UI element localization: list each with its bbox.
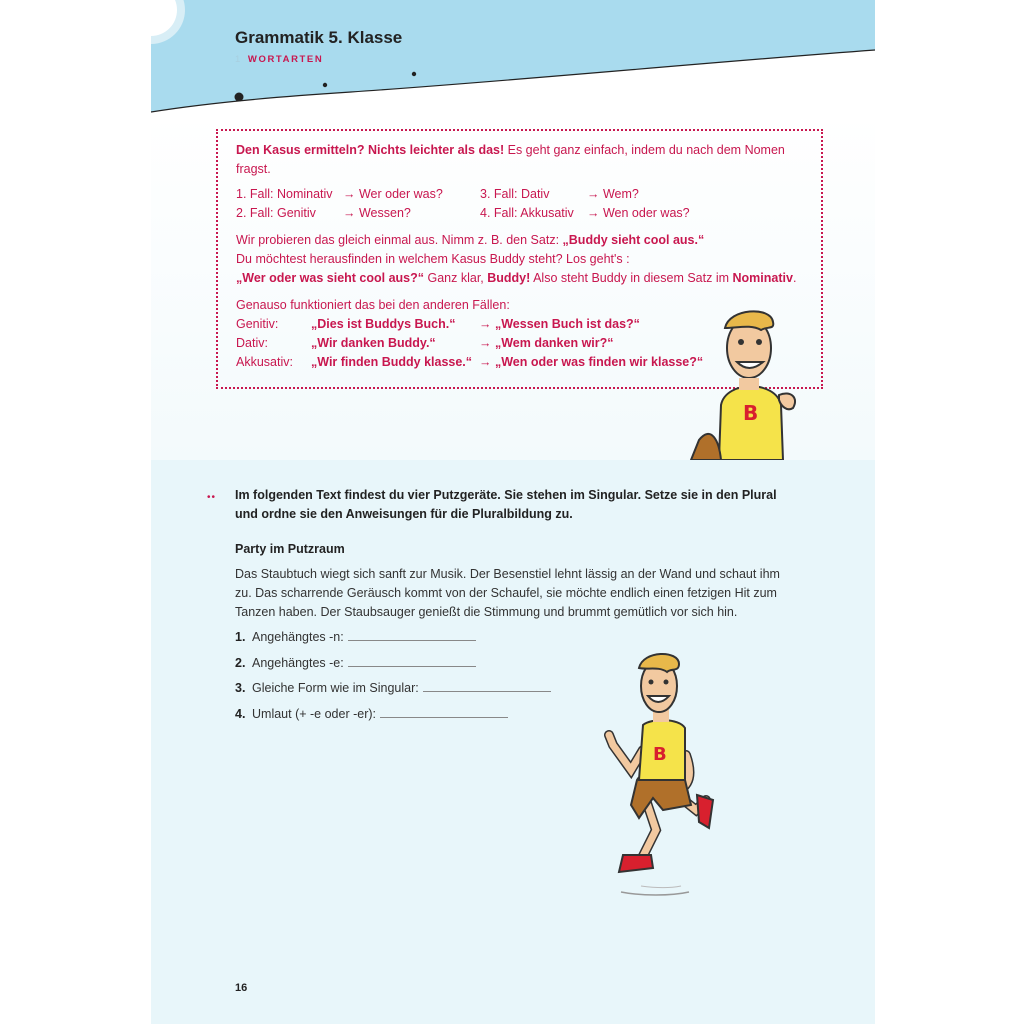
workbook-page xyxy=(151,0,875,1024)
case-name: 1. Fall: Nominativ xyxy=(236,187,333,201)
case-question: → Wessen? xyxy=(343,206,411,220)
example-case-name: Genitiv: xyxy=(236,317,279,331)
exercise-instruction: Im folgenden Text findest du vier Putzgeräte. Sie stehen im Singular. Setze sie in den Plural und ordne sie den Anweisungen für die Pluralbildung zu. xyxy=(235,488,777,521)
example-case-sentence: „Wir finden Buddy klasse.“ xyxy=(311,355,473,369)
info-intro-rest: Es geht ganz einfach, indem du nach dem Nomen fragst. xyxy=(236,143,785,176)
difficulty-dots: •• xyxy=(207,492,217,503)
example-case-sentence: „Wir danken Buddy.“ xyxy=(311,336,436,350)
example-text: Ganz klar, xyxy=(424,271,488,285)
item-number: 4. xyxy=(235,706,246,721)
exercise-text: Das Staubtuch wiegt sich sanft zur Musik. Der Besenstiel lehnt lässig an der Wand und schaut ihm zu. Das scharrende Geräusch kommt von der Schaufel, sie möchte endlich einen fetzigen Hit zum Tanzen haben. Der Staubsauger genießt die Stimmung und brummt gemütlich vor sich hin. xyxy=(235,567,780,619)
buddy-character-illustration xyxy=(681,300,801,460)
info-intro xyxy=(236,141,803,179)
item-number: 1. xyxy=(235,630,246,644)
item-number: 2. xyxy=(235,655,246,670)
case-name: 4. Fall: Akkusativ xyxy=(480,206,574,220)
answer-blank[interactable] xyxy=(348,654,476,667)
answer-blank[interactable] xyxy=(423,679,551,692)
example-case-name: Dativ: xyxy=(236,336,268,350)
example-case-question: → „Wessen Buch ist das?“ xyxy=(479,317,640,331)
section-number: 1 xyxy=(235,54,242,65)
buddy-running-illustration xyxy=(601,650,731,905)
example-line xyxy=(236,231,803,250)
svg-text:B: B xyxy=(653,744,667,765)
section-label xyxy=(235,54,323,65)
section-name: WORTARTEN xyxy=(247,54,324,65)
case-name: 2. Fall: Genitiv xyxy=(236,206,316,220)
page-title: Grammatik 5. Klasse xyxy=(235,28,403,47)
example-case-question: → „Wem danken wir?“ xyxy=(479,336,614,350)
info-intro-bold: Den Kasus ermitteln? Nichts leichter als das! xyxy=(236,143,505,157)
item-label: Umlaut (+ -e oder -er): xyxy=(252,706,376,721)
example-sentence: „Buddy sieht cool aus.“ xyxy=(562,233,705,247)
answer-blank[interactable] xyxy=(380,705,508,718)
case-row xyxy=(236,185,803,204)
item-label: Angehängtes -e: xyxy=(252,655,344,670)
case-name: 3. Fall: Dativ xyxy=(480,187,550,201)
example-buddy: Buddy! xyxy=(487,271,531,285)
exercise-subtitle: Party im Putzraum xyxy=(235,542,345,556)
example-case-question: → „Wen oder was finden wir klasse?“ xyxy=(479,355,704,369)
example-line: Du möchtest herausfinden in welchem Kasus Buddy steht? Los geht's : xyxy=(236,252,630,266)
item-number: 3. xyxy=(235,681,246,695)
case-row xyxy=(236,204,803,223)
example-text: Wir probieren das gleich einmal aus. Nimm z. B. den Satz: xyxy=(236,233,563,247)
answer-blank[interactable] xyxy=(348,628,476,641)
page-number: 16 xyxy=(235,982,248,994)
case-question: → Wen oder was? xyxy=(587,206,690,220)
example-block xyxy=(236,231,803,288)
case-question: → Wem? xyxy=(587,187,639,201)
case-question: → Wer oder was? xyxy=(343,187,443,201)
example-text: Also steht Buddy in diesem Satz im xyxy=(530,271,733,285)
other-cases-intro: Genauso funktioniert das bei den anderen Fällen: xyxy=(236,298,510,312)
example-case-name: Akkusativ: xyxy=(236,355,293,369)
item-label: Gleiche Form wie im Singular: xyxy=(252,681,419,695)
example-text: . xyxy=(792,271,797,285)
item-label: Angehängtes -n: xyxy=(252,630,344,644)
example-question: „Wer oder was sieht cool aus?“ xyxy=(236,271,425,285)
example-case-sentence: „Dies ist Buddys Buch.“ xyxy=(311,317,456,331)
example-line xyxy=(236,269,803,288)
svg-text:B: B xyxy=(743,401,759,425)
example-case: Nominativ xyxy=(732,271,793,285)
